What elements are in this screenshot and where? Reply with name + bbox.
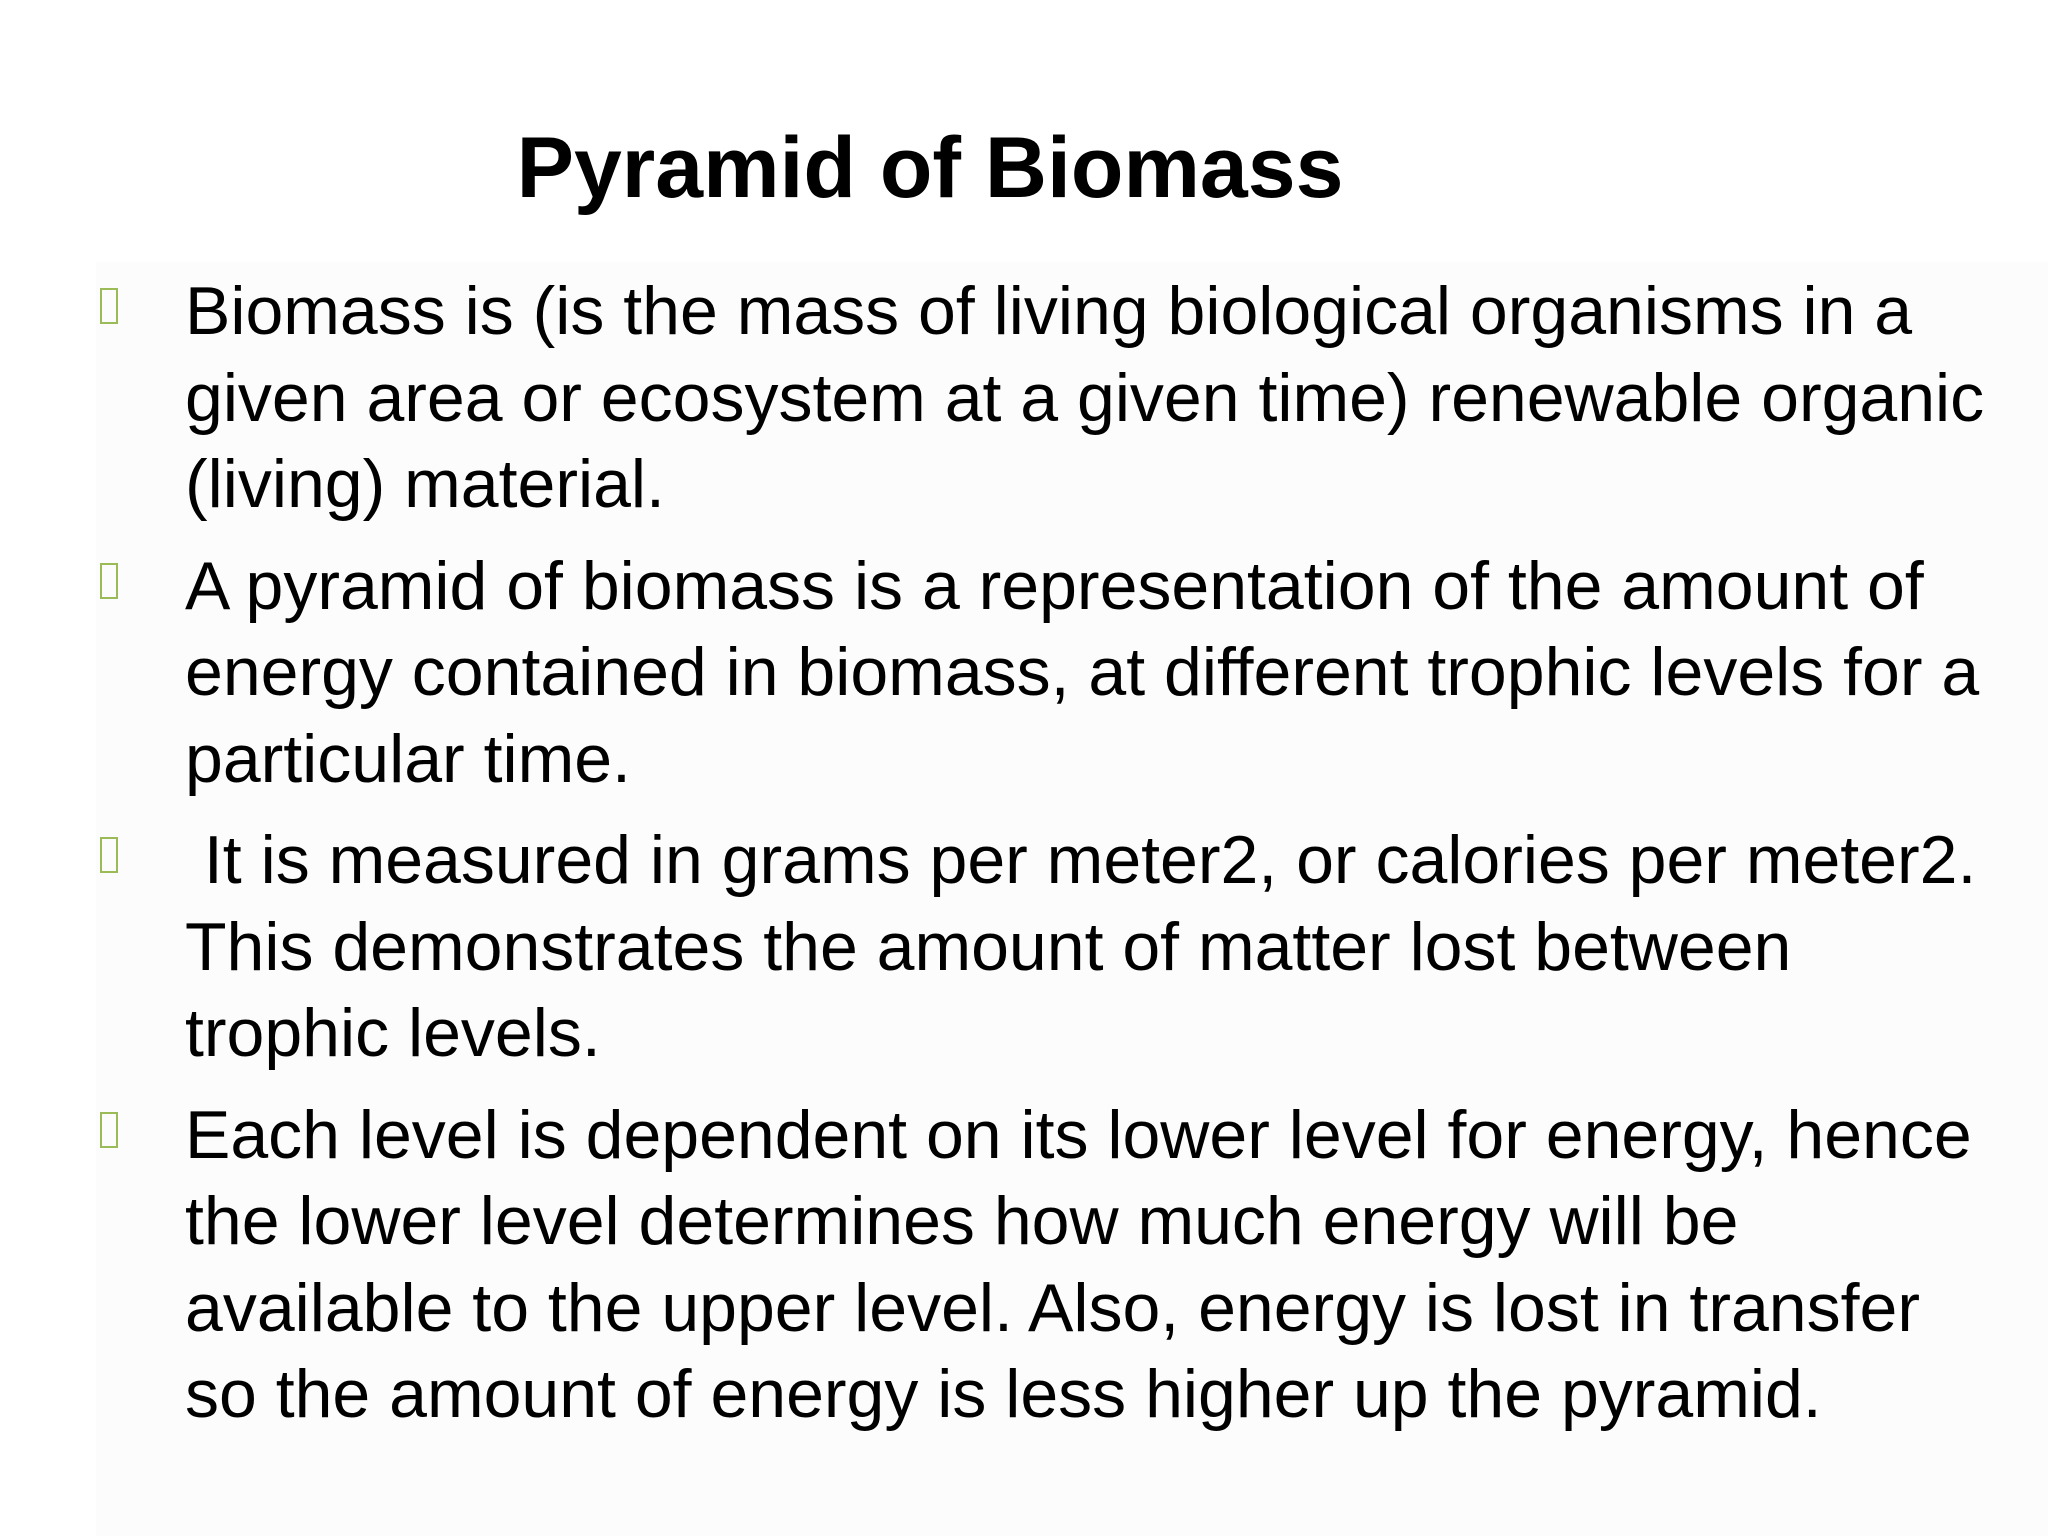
bullet-item	[0, 543, 2048, 803]
bullet-list	[0, 268, 2048, 1453]
square-bullet-icon	[100, 1112, 118, 1148]
slide-title: Pyramid of Biomass	[516, 120, 1344, 216]
bullet-text: Each level is dependent on its lower level for energy, hence the lower level determines how much energy will be available to the upper level. Also, energy is lost in transfer so the amount of energy is less higher up the pyramid.	[185, 1096, 1972, 1432]
bullet-text: It is measured in grams per meter2, or calories per meter2. This demonstrates the amount of matter lost between trophic levels.	[185, 822, 1995, 1071]
square-bullet-icon	[100, 563, 118, 599]
square-bullet-icon	[100, 837, 118, 873]
bullet-item	[0, 817, 2048, 1077]
bullet-text: Biomass is (is the mass of living biological organisms in a given area or ecosystem at a given time) renewable organic (living) material.	[185, 273, 1985, 522]
square-bullet-icon	[100, 288, 118, 324]
bullet-item	[0, 268, 2048, 528]
bullet-text: A pyramid of biomass is a representation of the amount of energy contained in biomass, at different trophic levels for a particular time.	[185, 547, 1980, 797]
bullet-item	[0, 1092, 2048, 1438]
